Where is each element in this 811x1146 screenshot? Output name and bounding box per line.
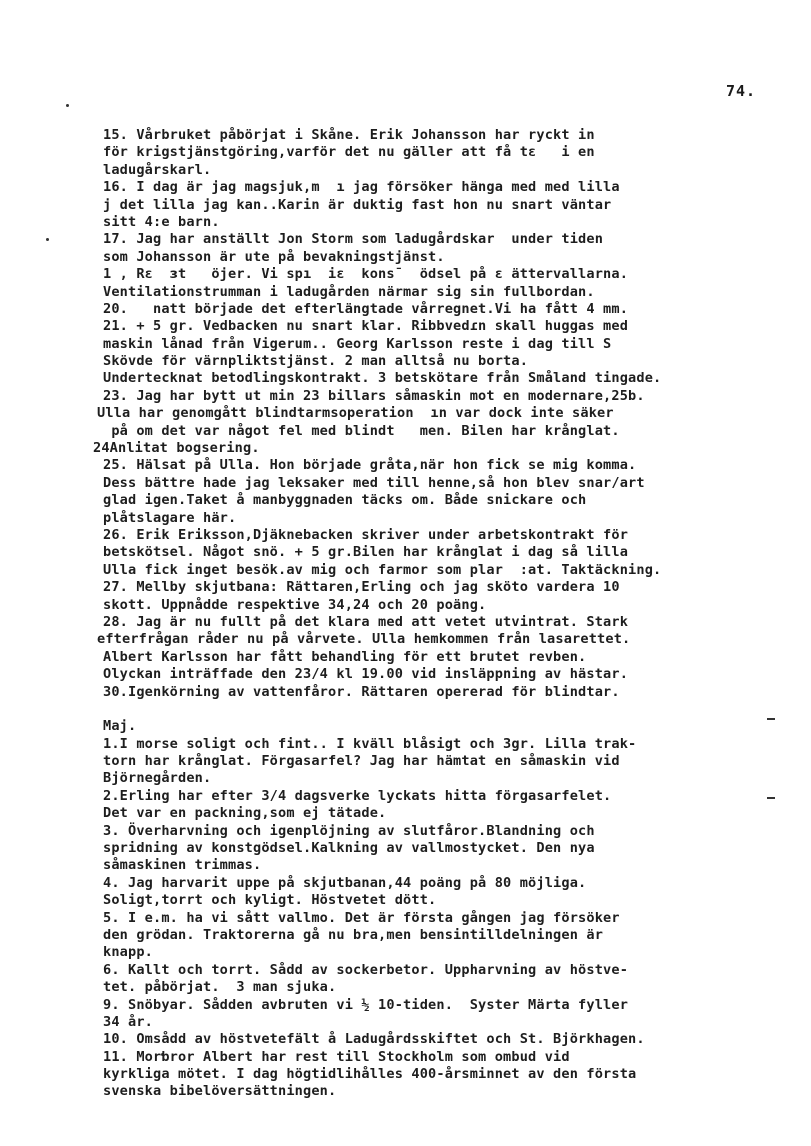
text-line: kyrkliga mötet. I dag högtidlihålles 400-årsminnet av den första bbox=[103, 1066, 637, 1083]
text-line: 9. Snöbyar. Sådden avbruten vi ½ 10-tiden. Syster Märta fyller bbox=[103, 996, 629, 1013]
text-line: 30.Igenkörning av vattenfåror. Rättaren opererad för blindtar. bbox=[103, 683, 620, 700]
margin-speck bbox=[66, 104, 69, 107]
text-line: som Johansson är ute på bevakningstjänst. bbox=[103, 248, 445, 265]
text-line: maskin lånad från Vigerum.. Georg Karlsson reste i dag till S bbox=[103, 335, 612, 352]
paragraph-gap bbox=[103, 701, 773, 718]
text-line: skott. Uppnådde respektive 34,24 och 20 poäng. bbox=[103, 596, 487, 613]
page-number: 74. bbox=[726, 82, 757, 100]
text-line: 4. Jag harvarit uppe på skjutbanan,44 poäng på 80 möjliga. bbox=[103, 874, 587, 891]
text-line: 26. Erik Eriksson,Djäknebacken skriver under arbetskontrakt för bbox=[103, 526, 629, 543]
text-line: Dess bättre hade jag leksaker med till henne,så hon blev snar/art bbox=[103, 474, 645, 491]
text-line: 5. I e.m. ha vi sått vallmo. Det är första gången jag försöker bbox=[103, 909, 620, 926]
text-line: Albert Karlsson har fått behandling för ett brutet revben. bbox=[103, 648, 587, 665]
text-line: sitt 4:e barn. bbox=[103, 213, 220, 230]
text-line: 28. Jag är nu fullt på det klara med att vetet utvintrat. Stark bbox=[103, 613, 629, 630]
text-line: 1.I morse soligt och fint.. I kväll blåsigt och 3gr. Lilla trak- bbox=[103, 735, 637, 752]
text-line: Det var en packning,som ej tätade. bbox=[103, 805, 387, 822]
text-line: tet. påbörjat. 3 man sjuka. bbox=[103, 979, 337, 996]
text-line: 16. I dag är jag magsjuk,m ı jag försöker hänga med med lilla bbox=[103, 179, 620, 196]
text-line: 6. Kallt och torrt. Sådd av sockerbetor. Uppharvning av höstve- bbox=[103, 961, 629, 978]
text-line: plåtslagare här. bbox=[103, 509, 237, 526]
text-line: spridning av konstgödsel.Kalkning av vallmostycket. Den nya bbox=[103, 840, 595, 857]
text-line: 20. natt började det efterlängtade vårregnet.Vi ha fått 4 mm. bbox=[103, 300, 629, 317]
text-line: 10. Omsådd av höstvetefält å Ladugårdsskiftet och St. Björkhagen. bbox=[103, 1031, 645, 1048]
text-line: Ulla fick inget besök.av mig och farmor som plar :at. Taktäckning. bbox=[103, 561, 662, 578]
text-line: efterfrågan råder nu på vårvete. Ulla hemkommen från lasarettet. bbox=[97, 631, 631, 648]
text-line: j det lilla jag kan..Karin är duktig fast hon nu snart väntar bbox=[103, 196, 612, 213]
text-line: 2.Erling har efter 3/4 dagsverke lyckats hitta förgasarfelet. bbox=[103, 787, 612, 804]
text-line: Ulla har genomgått blindtarmsoperation ın var dock inte säker bbox=[97, 405, 614, 422]
text-line: 24Anlitat bogsering. bbox=[93, 440, 260, 457]
text-line: ladugårskarl. bbox=[103, 161, 212, 178]
text-line: Soligt,torrt och kyligt. Höstvetet dött. bbox=[103, 892, 437, 909]
text-line: 3. Överharvning och igenplöjning av slutfåror.Blandning och bbox=[103, 822, 595, 839]
text-line: 25. Hälsat på Ulla. Hon började gråta,när hon fick se mig komma. bbox=[103, 457, 637, 474]
text-line: svenska bibelöversättningen. bbox=[103, 1083, 337, 1100]
margin-speck bbox=[46, 238, 49, 241]
text-line: 21. + 5 gr. Vedbacken nu snart klar. Ribbvedɾn skall huggas med bbox=[103, 318, 629, 335]
text-line: 11. Morbror Albert har rest till Stockholm som ombud vid bbox=[103, 1048, 570, 1065]
text-line: Undertecknat betodlingskontrakt. 3 betskötare från Småland tingade. bbox=[103, 370, 662, 387]
text-line: 27. Mellby skjutbana: Rättaren,Erling och jag sköto vardera 10 bbox=[103, 579, 620, 596]
text-line: 23. Jag har bytt ut min 23 billars såmaskin mot en modernare,25b. bbox=[103, 387, 645, 404]
text-line: Olyckan inträffade den 23/4 kl 19.00 vid insläppning av hästar. bbox=[103, 666, 629, 683]
text-line: knapp. bbox=[103, 944, 154, 961]
text-line: 1 , Rε ɜt öjer. Vi spı iε konsˉ ödsel på ε ättervallarna. bbox=[103, 266, 629, 283]
text-line: för krigstjänstgöring,varför det nu gäller att få tε i en bbox=[103, 144, 595, 161]
text-line: Skövde för värnpliktstjänst. 2 man alltså nu borta. bbox=[103, 353, 529, 370]
text-line: 34 år. bbox=[103, 1013, 154, 1030]
text-line: 15. Vårbruket påbörjat i Skåne. Erik Johansson har ryckt in bbox=[103, 127, 595, 143]
text-line: Björnegården. bbox=[103, 770, 212, 787]
diary-text bbox=[93, 127, 773, 1101]
section-heading-may: Maj. bbox=[103, 718, 137, 735]
text-line: 17. Jag har anställt Jon Storm som ladugårdskar under tiden bbox=[103, 231, 604, 248]
text-line: såmaskinen trimmas. bbox=[103, 857, 262, 874]
text-line: glad igen.Taket å manbyggnaden täcks om. Både snickare och bbox=[103, 492, 587, 509]
text-line: den grödan. Traktorerna gå nu bra,men bensintilldelningen är bbox=[103, 926, 604, 943]
text-line: torn har krånglat. Förgasarfel? Jag har hämtat en såmaskin vid bbox=[103, 753, 620, 770]
text-line: Ventilationstrumman i ladugården närmar sig sin fullbordan. bbox=[103, 283, 595, 300]
text-line: betskötsel. Något snö. + 5 gr.Bilen har krånglat i dag så lilla bbox=[103, 544, 629, 561]
text-line: på om det var något fel med blindt men. Bilen har krånglat. bbox=[103, 422, 620, 439]
